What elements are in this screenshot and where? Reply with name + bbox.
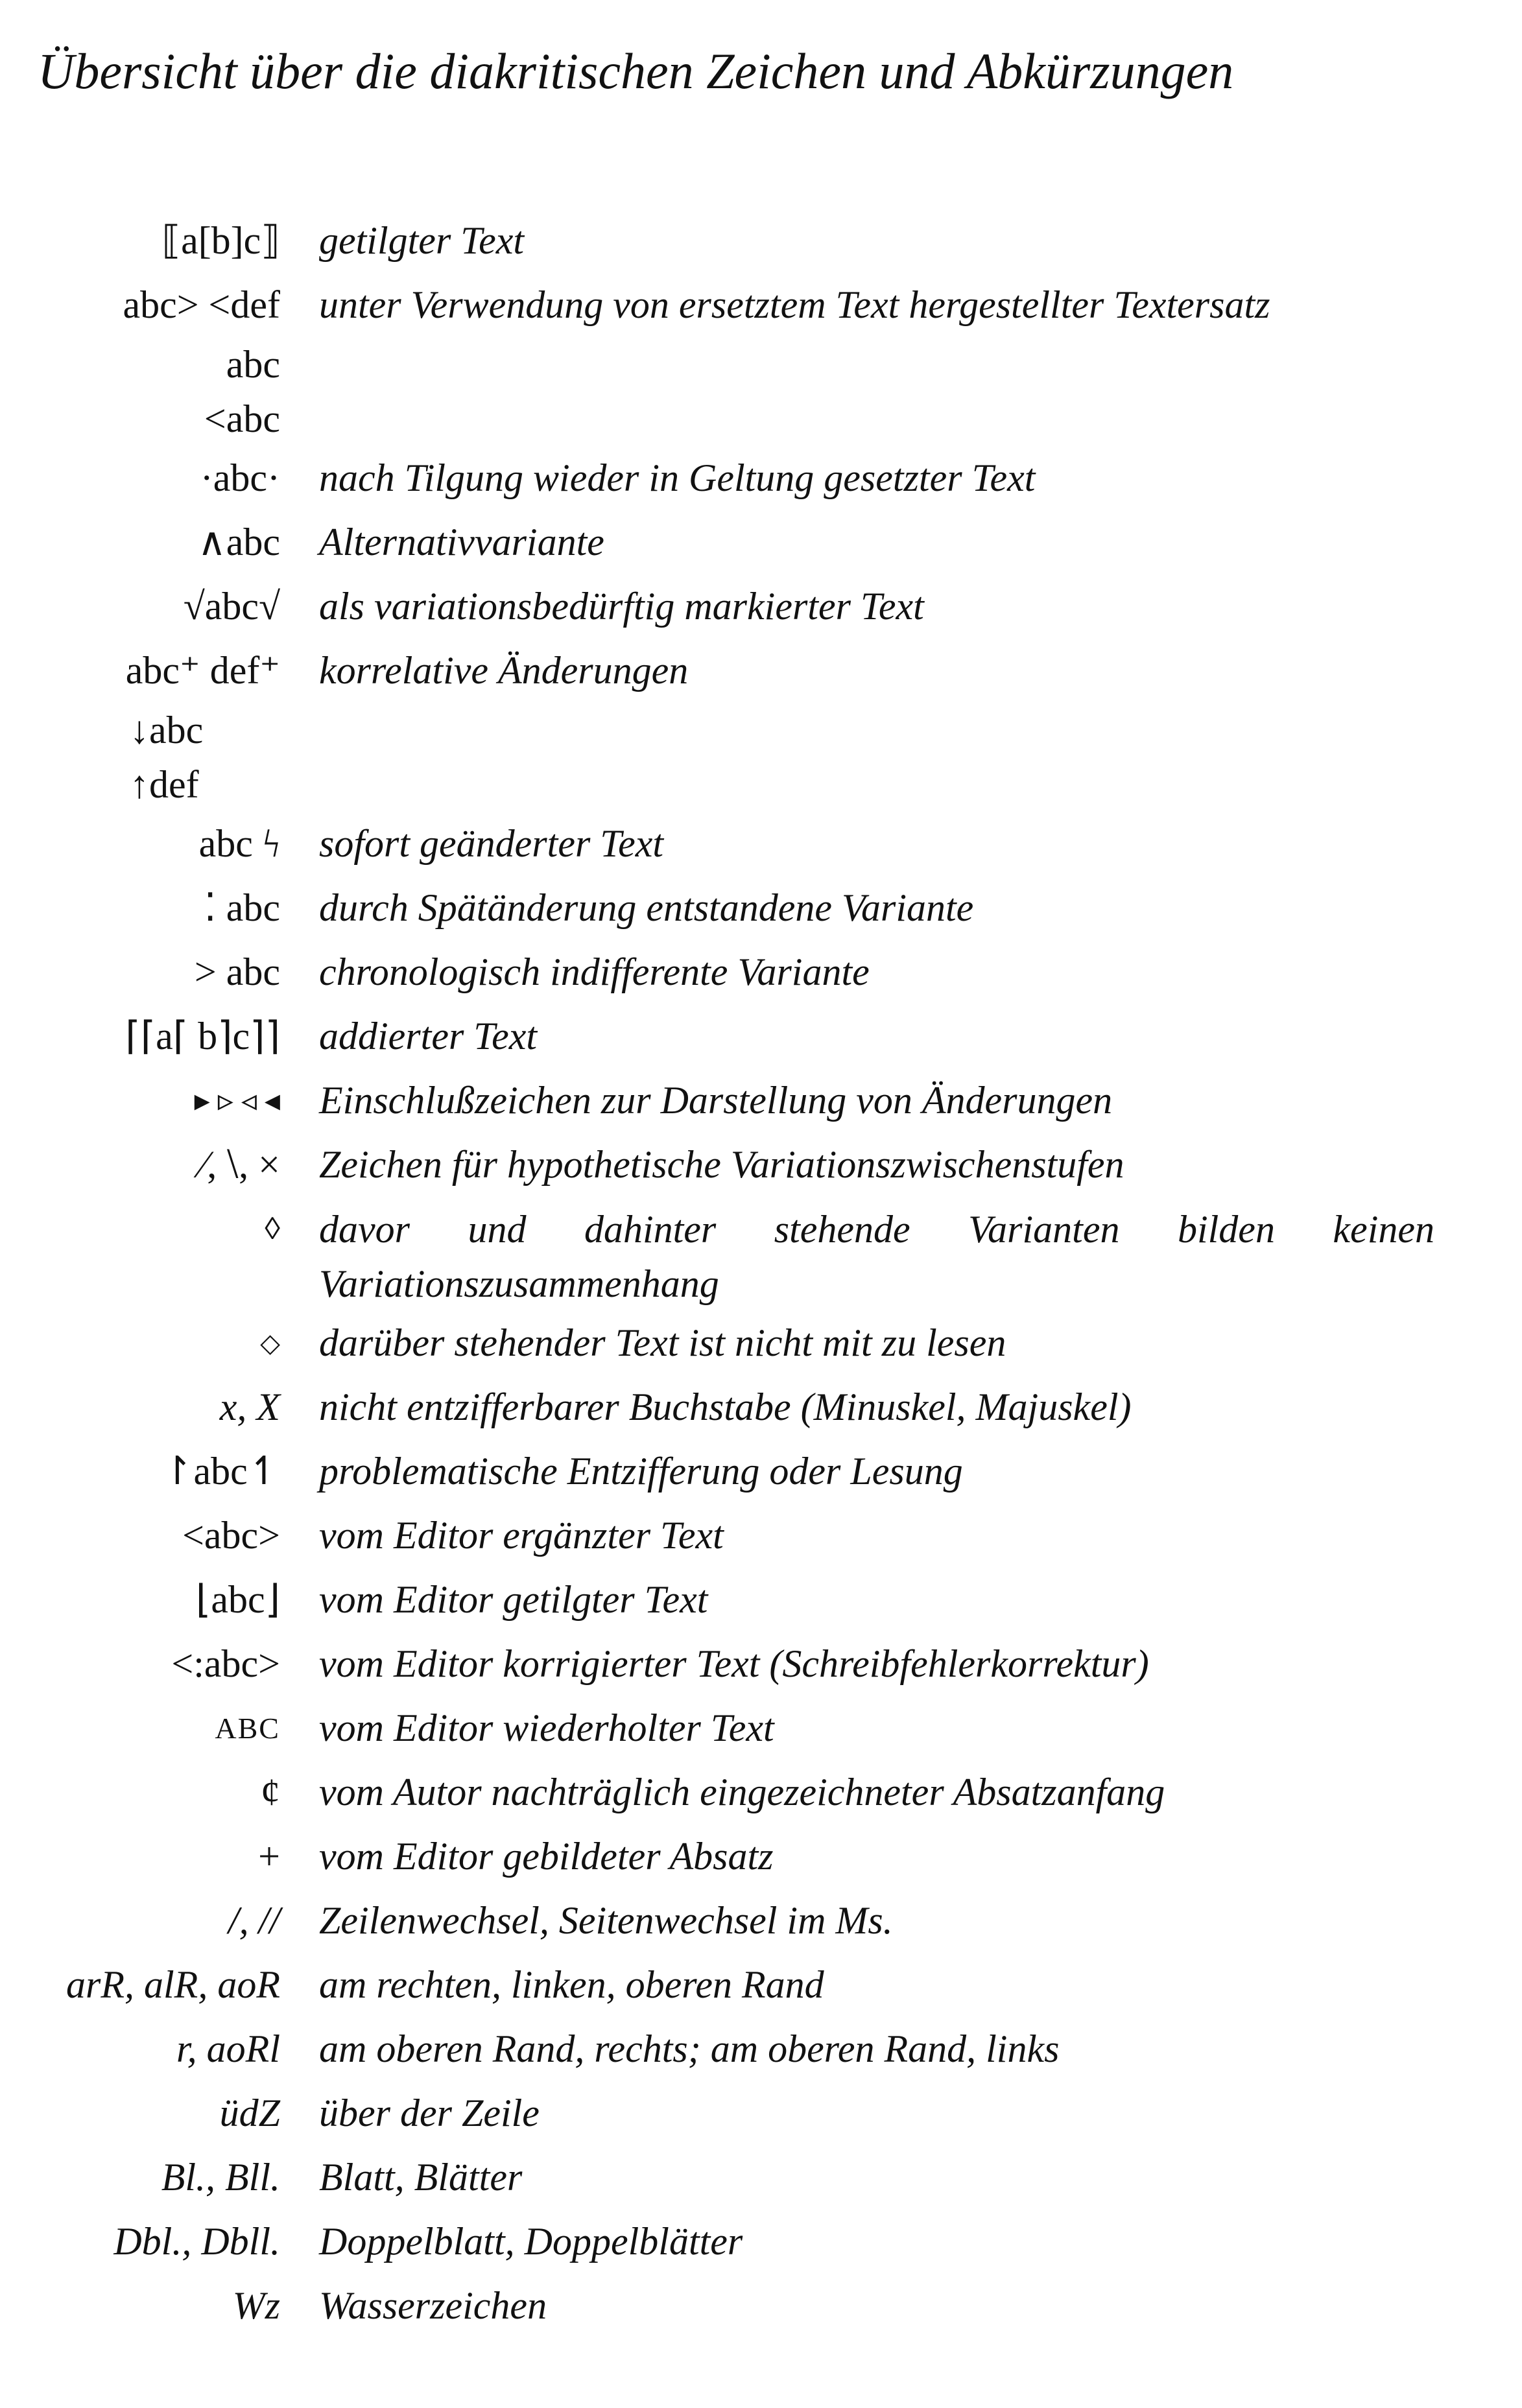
list-item bbox=[0, 2145, 1522, 2210]
list-item bbox=[0, 1439, 1522, 1504]
entry-symbol: ∧abc bbox=[197, 521, 280, 563]
list-item bbox=[0, 703, 1522, 757]
list-item bbox=[0, 1004, 1522, 1068]
entry-symbol: + bbox=[258, 1835, 280, 1878]
entry-symbol: abc bbox=[226, 343, 280, 386]
list-item bbox=[0, 2210, 1522, 2274]
list-item bbox=[0, 1824, 1522, 1889]
list-item bbox=[0, 209, 1522, 273]
entry-symbol: Wz bbox=[232, 2284, 280, 2327]
entry-description: nach Tilgung wieder in Geltung gesetzter Text bbox=[319, 456, 1036, 499]
list-item bbox=[0, 1375, 1522, 1439]
entry-symbol: r, aoRl bbox=[176, 2027, 280, 2070]
entry-symbol: ↑def bbox=[130, 763, 199, 806]
entry-description: unter Verwendung von ersetztem Text hergestellter Textersatz bbox=[319, 283, 1270, 326]
entry-description: Alternativvariante bbox=[319, 521, 604, 563]
entry-symbol: ⟦a[b]c⟧ bbox=[161, 219, 280, 262]
list-item bbox=[0, 940, 1522, 1004]
entry-description: vom Editor korrigierter Text (Schreibfehlerkorrektur) bbox=[319, 1642, 1149, 1685]
entry-symbol: <abc> bbox=[182, 1514, 280, 1557]
entry-symbol: > abc bbox=[194, 950, 280, 993]
entry-description: vom Editor ergänzter Text bbox=[319, 1514, 724, 1557]
entry-symbol: ▸ ▹ ◃ ◂ bbox=[194, 1083, 280, 1118]
list-item bbox=[0, 337, 1522, 392]
entry-symbol: abc⁺ def⁺ bbox=[125, 649, 280, 692]
list-item bbox=[0, 2274, 1522, 2338]
entry-description: problematische Entzifferung oder Lesung bbox=[319, 1450, 963, 1493]
entry-symbol: arR, alR, aoR bbox=[66, 1963, 280, 2006]
entry-description: chronologisch indifferente Variante bbox=[319, 950, 870, 993]
list-item bbox=[0, 1197, 1522, 1311]
entry-description: Wasserzeichen bbox=[319, 2284, 547, 2327]
abbreviation-list bbox=[0, 209, 1522, 2338]
list-item bbox=[0, 446, 1522, 510]
entry-description: am oberen Rand, rechts; am oberen Rand, links bbox=[319, 2027, 1060, 2070]
list-item bbox=[0, 392, 1522, 446]
entry-description: vom Editor wiederholter Text bbox=[319, 1706, 774, 1749]
list-item bbox=[0, 1632, 1522, 1696]
entry-description: Einschlußzeichen zur Darstellung von Änderungen bbox=[319, 1079, 1113, 1122]
entry-description: getilgter Text bbox=[319, 219, 525, 262]
entry-symbol: /, // bbox=[228, 1899, 280, 1942]
entry-description: darüber stehender Text ist nicht mit zu lesen bbox=[319, 1321, 1006, 1364]
entry-description: Zeilenwechsel, Seitenwechsel im Ms. bbox=[319, 1899, 893, 1942]
list-item bbox=[0, 1953, 1522, 2017]
list-item bbox=[0, 812, 1522, 876]
entry-symbol: ◇ bbox=[260, 1328, 280, 1358]
entry-description: am rechten, linken, oberen Rand bbox=[319, 1963, 824, 2006]
entry-symbol: <:abc> bbox=[171, 1642, 280, 1685]
entry-description: sofort geänderter Text bbox=[319, 822, 664, 865]
entry-symbol: ⌈⌈a⌈ b⌉c⌉⌉ bbox=[125, 1015, 280, 1057]
entry-symbol: ◊ bbox=[265, 1212, 280, 1246]
entry-description: addierter Text bbox=[319, 1015, 538, 1057]
entry-symbol: ⌊abc⌋ bbox=[195, 1578, 280, 1621]
entry-description: Doppelblatt, Doppelblätter bbox=[319, 2220, 743, 2263]
entry-symbol: ˂abc bbox=[204, 397, 280, 440]
entry-description: als variationsbedürftig markierter Text bbox=[319, 585, 924, 628]
list-item bbox=[0, 876, 1522, 940]
entry-description: über der Zeile bbox=[319, 2092, 540, 2134]
list-item bbox=[0, 1311, 1522, 1375]
entry-symbol: ABC bbox=[215, 1712, 280, 1745]
entry-description: vom Editor gebildeter Absatz bbox=[319, 1835, 774, 1878]
list-item bbox=[0, 1133, 1522, 1197]
entry-symbol: ⁚ abc bbox=[204, 886, 280, 929]
entry-description: nicht entzifferbarer Buchstabe (Minuskel, Majuskel) bbox=[319, 1386, 1132, 1428]
entry-symbol: x, X bbox=[219, 1386, 280, 1428]
list-item bbox=[0, 2017, 1522, 2081]
entry-symbol: ↾abc↿ bbox=[161, 1450, 280, 1493]
list-item bbox=[0, 1068, 1522, 1133]
entry-description: Zeichen für hypothetische Variationszwischenstufen bbox=[319, 1143, 1124, 1186]
entry-symbol: abc ϟ bbox=[198, 822, 280, 865]
list-item bbox=[0, 1504, 1522, 1568]
entry-symbol: Dbl., Dbll. bbox=[113, 2220, 280, 2263]
entry-description: korrelative Änderungen bbox=[319, 649, 689, 692]
entry-symbol: ¢ bbox=[261, 1771, 280, 1813]
entry-description: vom Autor nachträglich eingezeichneter Absatzanfang bbox=[319, 1771, 1165, 1813]
list-item bbox=[0, 574, 1522, 639]
list-item bbox=[0, 757, 1522, 812]
entry-description: vom Editor getilgter Text bbox=[319, 1578, 708, 1621]
entry-symbol: ⁄, ⧵, × bbox=[200, 1143, 280, 1186]
list-item bbox=[0, 510, 1522, 574]
entry-symbol: abc˃ ˂def bbox=[123, 283, 280, 326]
list-item bbox=[0, 1760, 1522, 1824]
entry-symbol: üdZ bbox=[219, 2092, 280, 2134]
list-item bbox=[0, 1696, 1522, 1760]
entry-description: davor und dahinter stehende Varianten bilden keinen Variationszusammenhang bbox=[319, 1208, 1434, 1305]
entry-symbol: Bl., Bll. bbox=[161, 2156, 280, 2199]
list-item bbox=[0, 1889, 1522, 1953]
list-item bbox=[0, 1568, 1522, 1632]
entry-symbol: √abc√ bbox=[183, 585, 280, 628]
list-item bbox=[0, 2081, 1522, 2145]
entry-description: durch Spätänderung entstandene Variante bbox=[319, 886, 974, 929]
entry-description: Blatt, Blätter bbox=[319, 2156, 523, 2199]
page-title: Übersicht über die diakritischen Zeichen und Abkürzungen bbox=[38, 43, 1234, 99]
entry-symbol: ·abc· bbox=[200, 456, 280, 499]
entry-symbol: ↓abc bbox=[130, 709, 204, 751]
list-item bbox=[0, 273, 1522, 337]
list-item bbox=[0, 639, 1522, 703]
